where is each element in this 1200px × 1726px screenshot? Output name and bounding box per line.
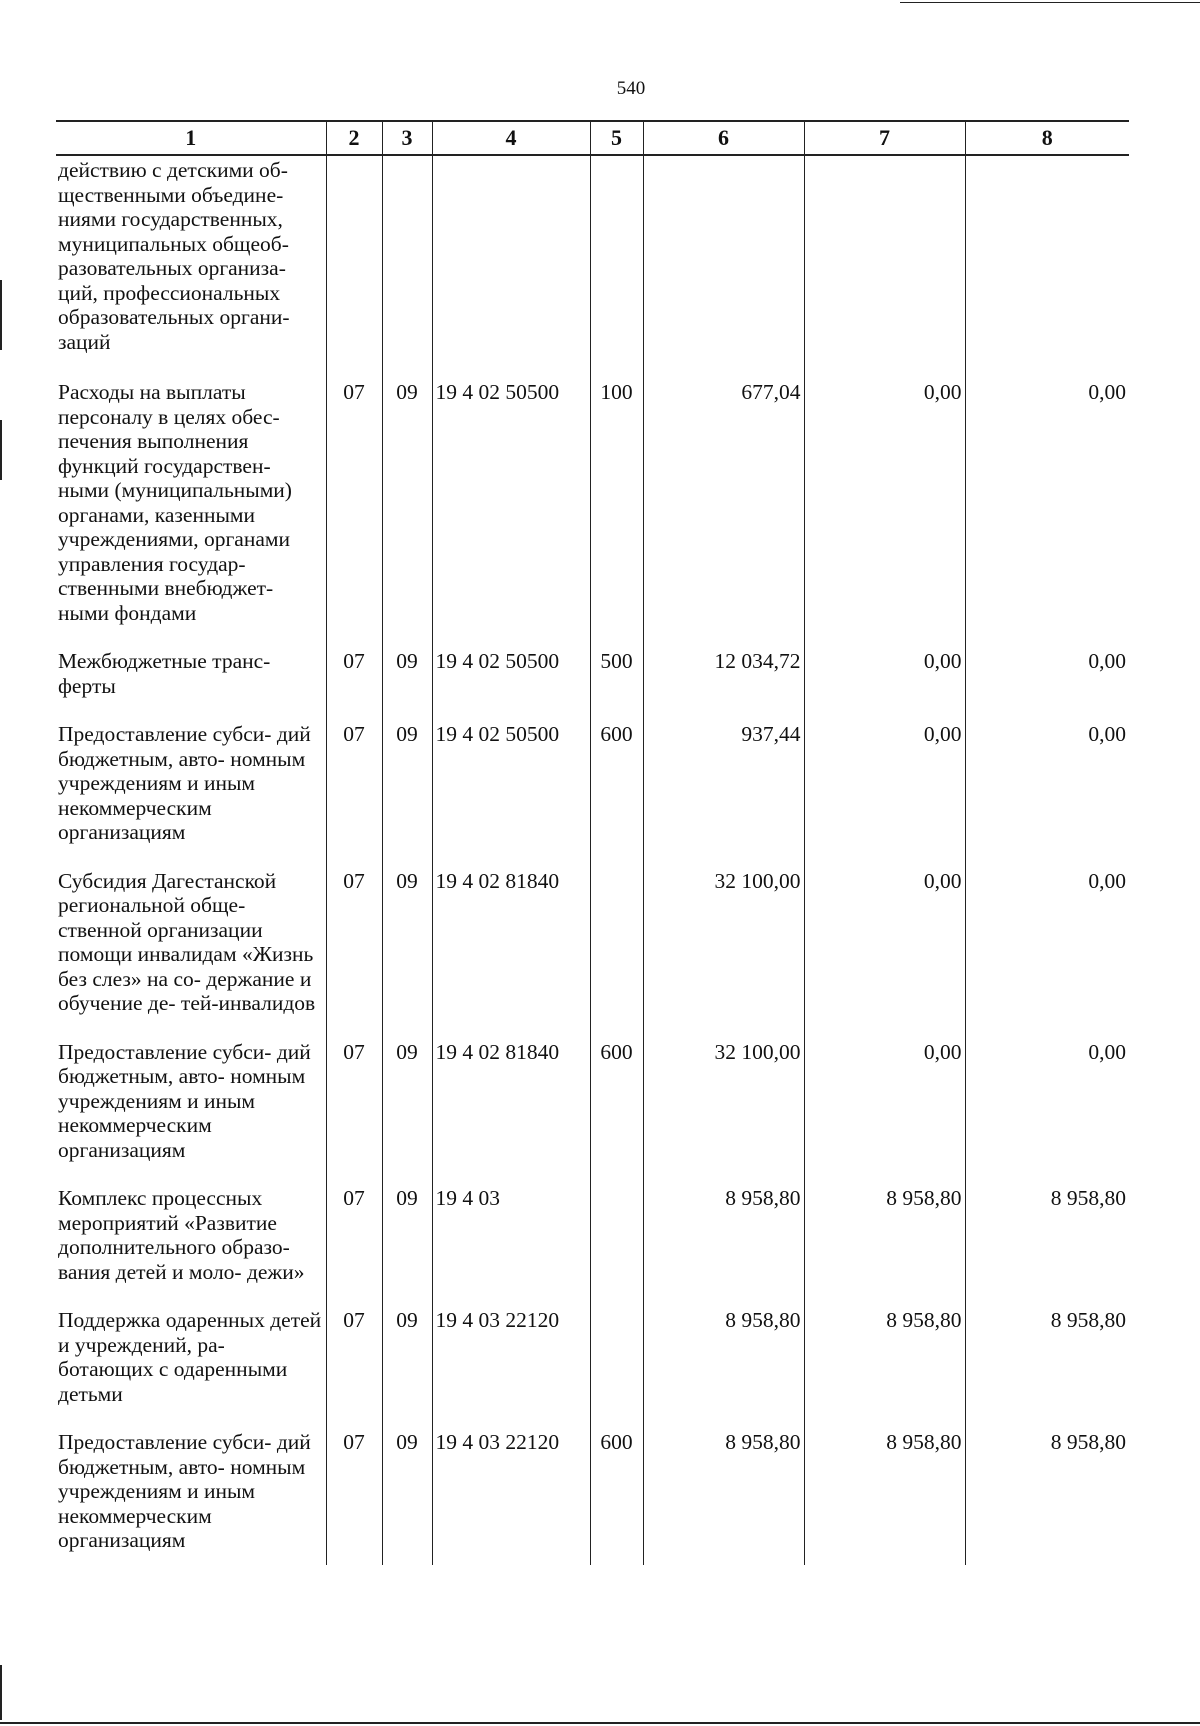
row-section: 07: [326, 368, 382, 637]
scan-margin-mark: [0, 280, 2, 350]
row-amount-col8: 8 958,80: [965, 1296, 1129, 1418]
row-target-code: 19 4 02 50500: [432, 368, 590, 637]
row-expense-type: [590, 1296, 643, 1418]
row-amount-col8: 8 958,80: [965, 1418, 1129, 1565]
table-header-row: [56, 121, 1129, 155]
row-amount-col8: 0,00: [965, 710, 1129, 857]
row-subsection: 09: [382, 1174, 432, 1296]
page-number: 540: [616, 78, 646, 99]
row-amount-col8: 0,00: [965, 637, 1129, 710]
row-amount-col6: 677,04: [643, 368, 804, 637]
row-amount-col8: 8 958,80: [965, 1174, 1129, 1296]
row-section: 07: [326, 857, 382, 1028]
table-row: [56, 1296, 1129, 1418]
table-row: [56, 1174, 1129, 1296]
row-name: Предоставление субси- дий бюджетным, авто- номным учреждениям и иным некоммерческим организациям: [56, 710, 326, 857]
scan-margin-mark: [0, 420, 2, 480]
row-subsection: 09: [382, 857, 432, 1028]
row-amount-col8: 0,00: [965, 857, 1129, 1028]
row-name: Расходы на выплаты персоналу в целях обес- печения выполнения функций государствен- ными (муниципальными) органами, казенными учреждениями, органами управления государ- ственными внебюджет- ными фондами: [56, 368, 326, 637]
header-col-8: 8: [965, 121, 1129, 155]
table-row: [56, 1418, 1129, 1565]
row-section: 07: [326, 710, 382, 857]
row-amount-col7: 0,00: [804, 1028, 965, 1175]
row-target-code: 19 4 02 50500: [432, 637, 590, 710]
row-amount-col7: 0,00: [804, 637, 965, 710]
row-target-code: 19 4 03 22120: [432, 1418, 590, 1565]
row-subsection: 09: [382, 1418, 432, 1565]
row-amount-col7: 8 958,80: [804, 1296, 965, 1418]
row-target-code: 19 4 03: [432, 1174, 590, 1296]
row-subsection: 09: [382, 1028, 432, 1175]
table-row: [56, 1028, 1129, 1175]
row-target-code: 19 4 02 50500: [432, 710, 590, 857]
row-amount-col7: 8 958,80: [804, 1418, 965, 1565]
row-amount-col6: 8 958,80: [643, 1174, 804, 1296]
row-expense-type: 600: [590, 1418, 643, 1565]
row-amount-col6: 8 958,80: [643, 1296, 804, 1418]
header-col-7: 7: [804, 121, 965, 155]
row-amount-col6: 937,44: [643, 710, 804, 857]
row-expense-type: [590, 1174, 643, 1296]
row-name: Поддержка одаренных детей и учреждений, ра- ботающих с одаренными детьми: [56, 1296, 326, 1418]
table-row: [56, 637, 1129, 710]
row-target-code: 19 4 03 22120: [432, 1296, 590, 1418]
row-target-code: 19 4 02 81840: [432, 1028, 590, 1175]
bottom-edge-rule: [0, 1722, 1200, 1724]
header-col-1: 1: [56, 121, 326, 155]
row-expense-type: 600: [590, 710, 643, 857]
row-amount-col8: 0,00: [965, 368, 1129, 637]
top-edge-rule: [900, 2, 1200, 3]
row-expense-type: 100: [590, 368, 643, 637]
row-name: Субсидия Дагестанской региональной обще- ственной организации помощи инвалидам «Жизнь без слез» на со- держание и обучение де- тей-инвалидов: [56, 857, 326, 1028]
row-expense-type: [590, 857, 643, 1028]
row-amount-col6: 32 100,00: [643, 857, 804, 1028]
row-subsection: 09: [382, 368, 432, 637]
row-amount-col6: 8 958,80: [643, 1418, 804, 1565]
row-section: 07: [326, 1028, 382, 1175]
row-section: 07: [326, 1174, 382, 1296]
row-subsection: 09: [382, 637, 432, 710]
row-amount-col7: 8 958,80: [804, 1174, 965, 1296]
row-name: Предоставление субси- дий бюджетным, авто- номным учреждениям и иным некоммерческим организациям: [56, 1028, 326, 1175]
row-section: 07: [326, 1418, 382, 1565]
row-target-code: 19 4 02 81840: [432, 857, 590, 1028]
row-amount-col7: 0,00: [804, 710, 965, 857]
table-row: [56, 368, 1129, 637]
budget-table: [56, 120, 1129, 1565]
header-col-3: 3: [382, 121, 432, 155]
row-expense-type: 600: [590, 1028, 643, 1175]
row-amount-col6: 12 034,72: [643, 637, 804, 710]
header-col-6: 6: [643, 121, 804, 155]
scan-margin-mark: [0, 1665, 2, 1720]
table-row-continuation: [56, 155, 1129, 368]
row-name: Межбюджетные транс- ферты: [56, 637, 326, 710]
row-subsection: 09: [382, 710, 432, 857]
row-name: Комплекс процессных мероприятий «Развитие дополнительного образо- вания детей и моло- дежи»: [56, 1174, 326, 1296]
header-col-4: 4: [432, 121, 590, 155]
row-expense-type: 500: [590, 637, 643, 710]
header-col-5: 5: [590, 121, 643, 155]
header-col-2: 2: [326, 121, 382, 155]
table-row: [56, 710, 1129, 857]
row-amount-col7: 0,00: [804, 857, 965, 1028]
row-name: действию с детскими об- щественными объедине- ниями государственных, муниципальных общеоб- разовательных организа- ций, профессиональных образовательных органи- заций: [56, 155, 326, 368]
row-name: Предоставление субси- дий бюджетным, авто- номным учреждениям и иным некоммерческим организациям: [56, 1418, 326, 1565]
table-row: [56, 857, 1129, 1028]
row-amount-col8: 0,00: [965, 1028, 1129, 1175]
row-section: 07: [326, 1296, 382, 1418]
row-subsection: 09: [382, 1296, 432, 1418]
row-section: 07: [326, 637, 382, 710]
row-amount-col6: 32 100,00: [643, 1028, 804, 1175]
row-amount-col7: 0,00: [804, 368, 965, 637]
